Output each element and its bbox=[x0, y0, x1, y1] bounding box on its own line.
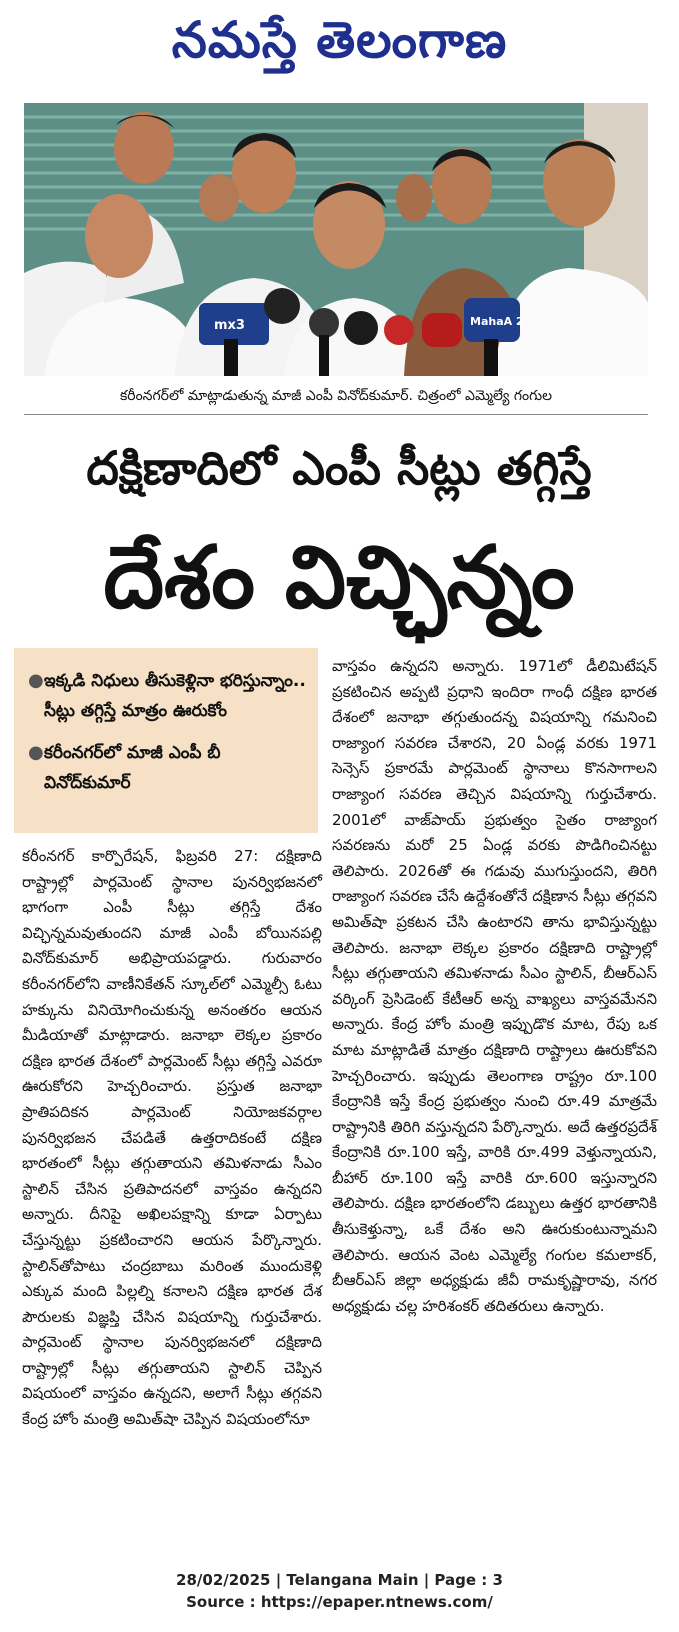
headline-kicker: దక్షిణాదిలో ఎంపీ సీట్లు తగ్గిస్తే bbox=[86, 441, 592, 495]
mic-label-1: mx3 bbox=[214, 318, 245, 333]
bullet-icon: ● bbox=[28, 670, 44, 691]
photo-caption: కరీంనగర్‌లో మాట్లాడుతున్న మాజీ ఎంపీ వినోద్‌కుమార్. చిత్రంలో ఎమ్మెల్యే గంగుల bbox=[119, 388, 553, 404]
article-text-right: వాస్తవం ఉన్నదని అన్నారు. 1971లో డీలిమిటేషన్ ప్రకటించిన అప్పటి ప్రధాని ఇందిరా గాంధీ దక్షిణ భారత దేశంలో జనాభా తగ్గుతుందన్న విషయాన్ని గమనించి రాజ్యాంగ సవరణ చేశారని, 20 ఏండ్ల వరకు 1971 సెన్సెస్ ప్రకారమే పార్లమెంట్ స్థానాలు కొనసాగాలని రాజ్యాంగ సవరణ తెచ్చిన విషయాన్ని గుర్తుచేశారు. 2001లో వాజ్‌పాయ్ ప్రభుత్వం సైతం రాజ్యాంగ సవరణను మరో 25 ఏండ్ల వరకు పొడిగించినట్టు తెలిపారు. 2026తో ఈ గడువు ముగుస్తుందని, తిరిగి రాజ్యాంగ సవరణ చేసే ఉద్దేశంతోనే దక్షిణాన సీట్లు తగ్గవని అమిత్‌షా ప్రకటన చేసి ఉంటారని తాను భావిస్తున్నట్టు తెలిపారు. జనాభా లెక్కల ప్రకారం దక్షిణాది రాష్ట్రాల్లో సీట్లు తగ్గుతాయని తమిళనాడు సీఎం స్టాలిన్, బీఆర్‌ఎస్ వర్కింగ్ ప్రెసిడెంట్ కేటీఆర్ అన్న వాఖ్యలు వాస్తవమేనని అన్నారు. కేంద్ర హోం మంత్రి ఇప్పుడొక మాట, రేపు ఒక మాట మాట్లాడితే మాత్రం దక్షిణాది రాష్ట్రాలు ఊరుకోవని హెచ్చరించారు. ఇప్పుడు తెలంగాణ రాష్ట్రం రూ.100 కేంద్రానికి ఇస్తే కేంద్ర ప్రభుత్వం నుంచి రూ.49 మాత్రమే రాష్ట్రానికి తిరిగి వస్తున్నదని పేర్కొన్నారు. అదే ఉత్తరప్రదేశ్ కేంద్రానికి రూ.100 ఇస్తే, వారికి రూ.499 వెళ్తున్నాయని, బీహార్ రూ.100 ఇస్తే వారికి రూ.600 ఇస్తున్నారని తెలిపారు. దక్షిణ భారతంలోని డబ్బులు ఉత్తర భారతానికి తీసుకెళ్తున్నా, ఒకే దేశం అని ఊరుకుంటున్నామని తెలిపారు. ఆయన వెంట ఎమ్మెల్యే గంగుల కమలాకర్, బీఆర్‌ఎస్ జిల్లా అధ్యక్షుడు జీవీ రామకృష్ణారావు, నగర అధ్యక్షుడు చల్ల హరిశంకర్ తదితరులు ఉన్నారు. bbox=[332, 657, 657, 1315]
masthead-title: నమస్తే తెలంగాణ bbox=[171, 10, 508, 69]
footer-edition-info: 28/02/2025 | Telangana Main | Page : 3 bbox=[176, 1571, 503, 1589]
article-column-right bbox=[332, 654, 657, 1506]
highlights-box bbox=[14, 648, 318, 833]
highlight-text: కరీంనగర్‌లో మాజీ ఎంపీ బీ వినోద్‌కుమార్ bbox=[44, 743, 221, 793]
news-photo bbox=[24, 103, 648, 376]
bullet-icon: ● bbox=[28, 742, 44, 763]
press-conference-illustration bbox=[24, 103, 648, 376]
article-text-left: కరీంనగర్ కార్పొరేషన్, ఫిబ్రవరి 27: దక్షిణాది రాష్ట్రాల్లో పార్లమెంట్ స్థానాల పునర్విభజనలో భాగంగా ఎంపీ సీట్లు తగ్గిస్తే దేశం విచ్ఛిన్నమవుతుందని మాజీ ఎంపీ బోయినపల్లి వినోద్‌కుమార్ అభిప్రాయపడ్డారు. గురువారం కరీంనగర్‌లోని వాణీనికేతన్ స్కూల్‌లో ఎమ్మెల్సీ ఓటు హక్కును వినియోగించుకున్న అనంతరం ఆయన మీడియాతో మాట్లాడారు. జనాభా లెక్కల ప్రకారం దక్షిణ భారత దేశంలో పార్లమెంట్ సీట్లు తగ్గిస్తే ఎవరూ ఊరుకోరని హెచ్చరించారు. ప్రస్తుత జనాభా ప్రాతిపదికన పార్లమెంట్ నియోజకవర్గాల పునర్విభజన చేపడితే ఉత్తరాదికంటే దక్షిణ భారతంలో సీట్లు తగ్గుతాయని తమిళనాడు సీఎం స్టాలిన్ చేసిన ప్రతిపాదనలో వాస్తవం ఉన్నదని అన్నారు. దీనిపై అఖిలపక్షాన్ని కూడా ఏర్పాటు చేస్తున్నట్టు ప్రకటించారని ఆయన పేర్కొన్నారు. స్టాలిన్‌తోపాటు చంద్రబాబు మరింత ముందుకెళ్లి ఎక్కువ మంది పిల్లల్ని కనాలని దక్షిణ భారత దేశ పౌరులకు విజ్ఞప్తి చేసిన విషయాన్ని గుర్తుచేశారు. పార్లమెంట్ స్థానాల పునర్విభజనలో దక్షిణాది రాష్ట్రాల్లో సీట్లు తగ్గుతాయని స్టాలిన్ చెప్పిన విషయంలో వాస్తవం ఉన్నదని, అలాగే సీట్లు తగ్గవని కేంద్ర హోం మంత్రి అమిత్‌షా చెప్పిన విషయంలోనూ bbox=[22, 847, 322, 1429]
article-column-left bbox=[22, 844, 322, 1506]
highlight-item bbox=[28, 738, 306, 798]
footer-source-link[interactable]: Source : https://epaper.ntnews.com/ bbox=[186, 1593, 493, 1611]
headline-main: దేశం విచ్ఛిన్నం bbox=[103, 528, 575, 628]
divider bbox=[24, 414, 648, 415]
highlight-text: ఇక్కడి నిధులు తీసుకెళ్లినా భరిస్తున్నాం.. సీట్లు తగ్గిస్తే మాత్రం ఊరుకోం bbox=[44, 671, 306, 721]
highlight-item bbox=[28, 666, 306, 726]
mic-label-2: MahaA 2 bbox=[470, 315, 524, 328]
